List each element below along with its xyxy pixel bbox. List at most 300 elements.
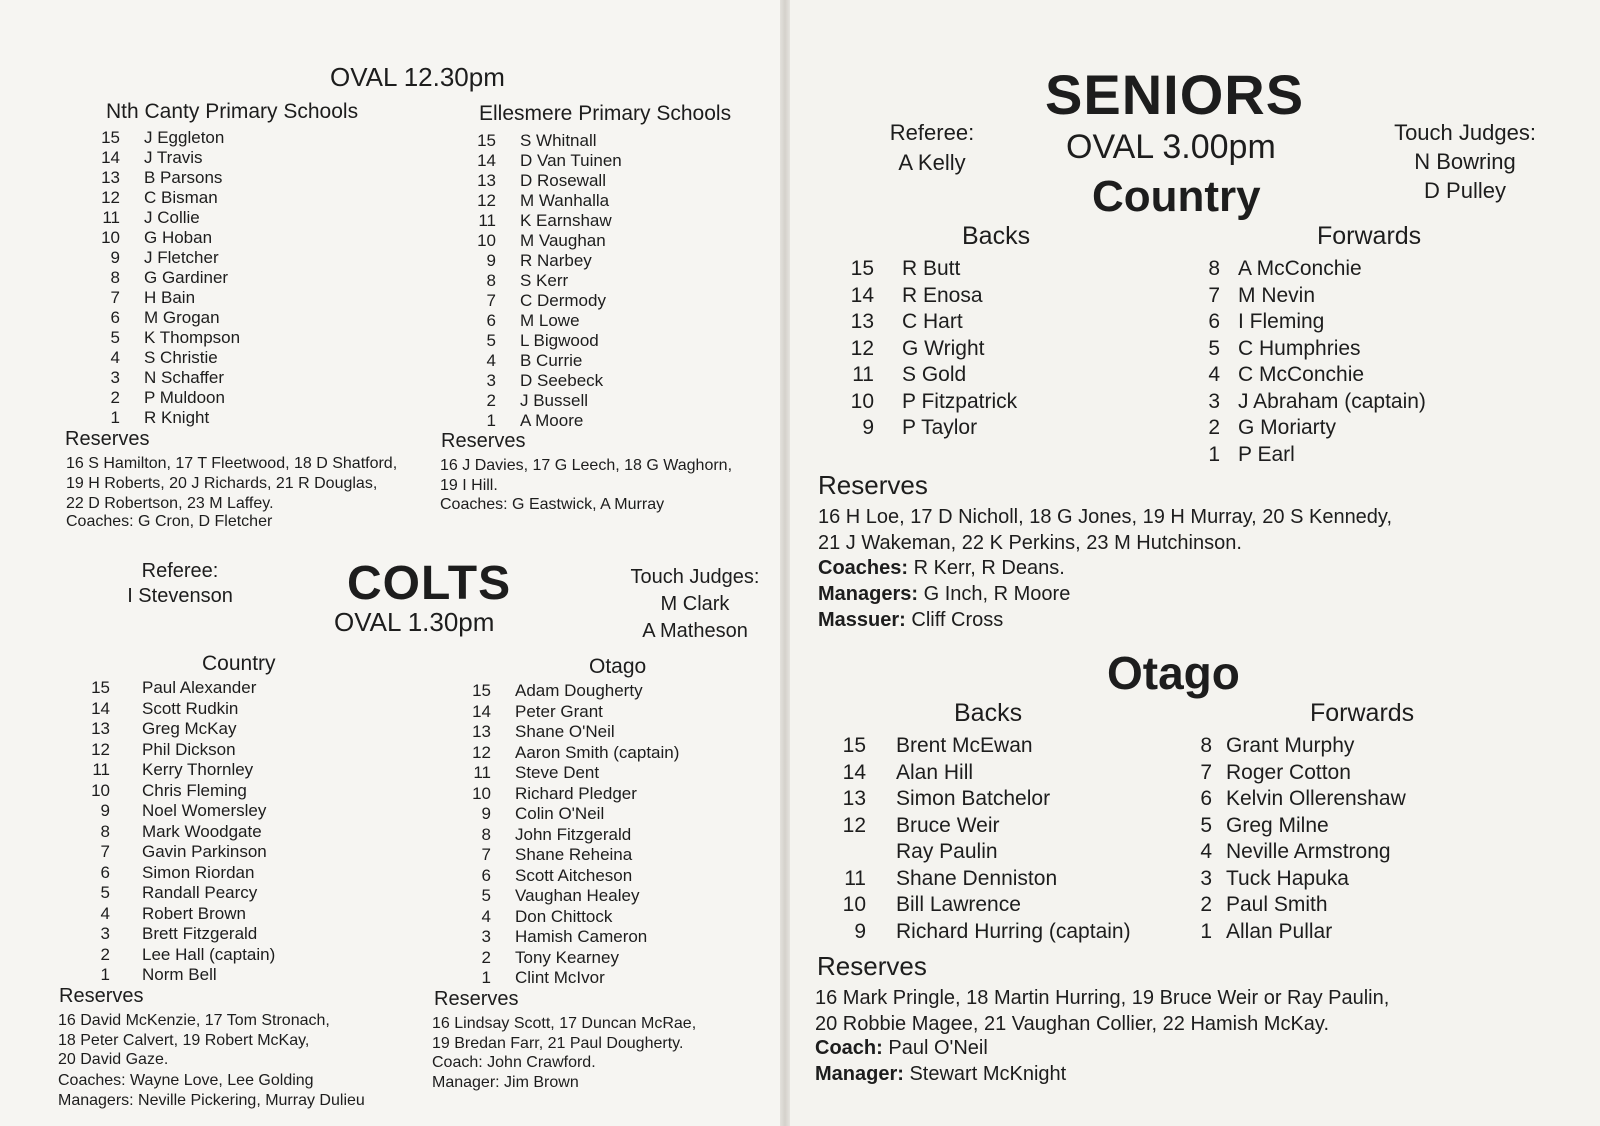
player-number: 5 — [1200, 813, 1212, 837]
player-row — [832, 919, 1131, 946]
player-row — [455, 845, 679, 866]
player-number: 8 — [1200, 734, 1212, 757]
player-name: Kelvin Ollerenshaw — [1226, 787, 1406, 810]
player-name: H Bain — [144, 288, 196, 307]
player-row — [1200, 442, 1426, 469]
touch-judge-2: A Matheson — [642, 620, 748, 642]
player-number: 3 — [1200, 866, 1212, 890]
player-row — [460, 391, 622, 411]
player-number: 2 — [486, 391, 496, 410]
player-row — [455, 907, 679, 928]
player-name: Clint McIvor — [515, 968, 605, 987]
colts-title: COLTS — [347, 557, 512, 610]
player-number: 11 — [473, 763, 491, 782]
player-name: D Van Tuinen — [520, 151, 622, 170]
player-name: Adam Dougherty — [515, 681, 643, 700]
referee-label: Referee: — [889, 120, 975, 145]
player-row — [840, 256, 1017, 283]
reserves-heading-seniors-country: Reserves — [818, 470, 928, 500]
otago-forwards-heading: Forwards — [1310, 699, 1415, 727]
player-number: 15 — [477, 131, 496, 150]
player-name: G Wright — [902, 336, 985, 360]
reserves-nth-canty — [66, 454, 397, 514]
player-row — [1194, 813, 1406, 840]
player-row — [84, 883, 275, 904]
player-name: Noel Womersley — [142, 801, 267, 820]
text-line: 20 Robbie Magee, 21 Vaughan Collier, 22 Hamish McKay. — [815, 1013, 1329, 1035]
player-name: Greg Milne — [1226, 813, 1329, 837]
player-row — [1194, 760, 1406, 787]
player-number: 12 — [472, 742, 491, 762]
reserves-heading-colts-otago: Reserves — [434, 988, 519, 1010]
player-name: Scott Rudkin — [142, 698, 239, 718]
player-row — [84, 904, 275, 925]
player-row — [455, 927, 679, 948]
player-row — [90, 228, 240, 248]
player-name: Alan Hill — [896, 760, 974, 784]
touch-judges-label: Touch Judges: — [630, 566, 760, 588]
player-number: 11 — [852, 363, 874, 386]
player-row — [460, 351, 622, 371]
player-row — [460, 371, 622, 391]
player-number: 12 — [91, 739, 110, 759]
player-number: 1 — [481, 968, 491, 987]
player-name: J Collie — [144, 208, 200, 227]
player-name: Vaughan Healey — [515, 886, 640, 905]
player-number: 6 — [1208, 310, 1220, 333]
player-name: D Seebeck — [520, 371, 604, 390]
player-row — [840, 389, 1017, 416]
coach-colts-otago — [432, 1054, 596, 1072]
player-name: Robert Brown — [142, 903, 246, 923]
coach-value: Paul O'Neil — [888, 1037, 988, 1059]
player-name: J Abraham (captain) — [1238, 389, 1426, 413]
seniors-title: SENIORS — [1045, 63, 1305, 126]
managers-label: Managers: — [818, 583, 919, 605]
player-row — [1194, 786, 1406, 813]
player-row — [1200, 309, 1426, 336]
player-number: 12 — [842, 813, 866, 837]
player-number: 1 — [110, 408, 120, 427]
player-row — [455, 825, 679, 846]
player-row — [84, 965, 275, 986]
player-name: G Moriarty — [1238, 416, 1337, 439]
player-row — [840, 309, 1017, 336]
player-row — [90, 208, 240, 228]
coaches-seniors-country — [818, 557, 1065, 580]
player-name: L Bigwood — [520, 331, 599, 350]
player-row — [84, 760, 275, 781]
player-row — [455, 722, 679, 743]
player-name: C Hart — [902, 310, 963, 333]
player-name: Randall Pearcy — [142, 883, 258, 902]
player-number: 10 — [101, 228, 120, 247]
player-row — [455, 948, 679, 969]
player-row — [1200, 362, 1426, 389]
player-row — [460, 411, 622, 431]
player-row — [840, 283, 1017, 310]
manager-label: Manager: — [815, 1063, 904, 1085]
player-name: J Fletcher — [144, 248, 219, 267]
player-row — [84, 801, 275, 822]
player-row — [832, 892, 1131, 919]
player-row — [455, 804, 679, 825]
player-number: 9 — [110, 248, 120, 267]
coaches-ellesmere — [440, 496, 664, 514]
text-line: 18 Peter Calvert, 19 Robert McKay, — [58, 1031, 310, 1049]
text-line: 16 David McKenzie, 17 Tom Stronach, — [58, 1012, 330, 1029]
player-name: B Currie — [520, 351, 583, 370]
masseur-seniors-country — [818, 609, 1003, 632]
player-name: G Hoban — [144, 228, 213, 247]
managers-colts-country — [58, 1092, 365, 1110]
player-number: 13 — [91, 719, 110, 738]
coaches-label: Coaches: — [66, 513, 134, 530]
player-number: 8 — [100, 821, 110, 841]
player-number: 14 — [101, 148, 120, 167]
player-name: Bruce Weir — [896, 813, 1000, 837]
managers-value: Neville Pickering, Murray Dulieu — [138, 1092, 365, 1109]
player-name: S Whitnall — [520, 131, 597, 150]
player-number: 7 — [100, 842, 110, 861]
player-name: R Narbey — [520, 251, 592, 270]
player-name: Shane Reheina — [515, 845, 633, 864]
player-name: Shane O'Neil — [515, 722, 615, 741]
player-row — [90, 188, 240, 208]
coach-label: Coach: — [432, 1054, 483, 1071]
page-fold — [780, 0, 790, 1126]
player-name: Phil Dickson — [142, 739, 236, 759]
player-row — [84, 822, 275, 843]
player-row — [460, 151, 622, 171]
player-number: 3 — [110, 368, 120, 387]
player-row — [455, 784, 679, 805]
player-name: M Wanhalla — [520, 191, 610, 210]
player-row — [832, 733, 1131, 760]
player-number: 8 — [481, 824, 491, 844]
player-name: Tony Kearney — [515, 947, 619, 967]
player-row — [1194, 866, 1406, 893]
player-row — [840, 336, 1017, 363]
player-name: Norm Bell — [142, 965, 217, 984]
player-row — [1200, 283, 1426, 310]
player-name: Ray Paulin — [896, 840, 998, 863]
coach-seniors-otago — [815, 1037, 988, 1060]
player-number: 7 — [481, 845, 491, 864]
coach-label: Coach: — [815, 1037, 883, 1059]
reserves-colts-country — [58, 1011, 330, 1070]
player-row — [460, 311, 622, 331]
reserves-ellesmere — [440, 456, 732, 496]
player-number: 12 — [477, 191, 496, 210]
coaches-nth-canty — [66, 513, 272, 531]
coaches-label: Coaches: — [818, 557, 909, 579]
player-row — [460, 251, 622, 271]
player-number: 13 — [101, 168, 120, 187]
manager-seniors-otago — [815, 1063, 1066, 1086]
player-number: 1 — [1208, 442, 1220, 466]
player-row — [832, 839, 1131, 866]
player-name: C Humphries — [1238, 336, 1361, 360]
player-row — [1200, 389, 1426, 416]
player-row — [90, 248, 240, 268]
seniors-referee-block — [872, 120, 992, 176]
team-title-nth-canty: Nth Canty Primary Schools — [106, 100, 359, 123]
player-number: 4 — [100, 903, 110, 923]
player-name: C McConchie — [1238, 363, 1365, 386]
seniors-country-title: Country — [1092, 172, 1261, 221]
player-name: B Parsons — [144, 168, 223, 187]
player-name: K Thompson — [144, 328, 241, 347]
player-name: M Vaughan — [520, 231, 606, 250]
player-number: 5 — [481, 886, 491, 905]
player-row — [84, 842, 275, 863]
player-name: Colin O'Neil — [515, 804, 605, 823]
roster-otago-forwards — [1194, 733, 1406, 945]
team-title-colts-otago: Otago — [589, 655, 647, 678]
reserves-heading-seniors-otago: Reserves — [817, 951, 927, 981]
touch-judge-2: D Pulley — [1424, 178, 1506, 203]
player-row — [84, 719, 275, 740]
player-row — [1194, 733, 1406, 760]
player-name: R Enosa — [902, 283, 983, 307]
player-row — [84, 781, 275, 802]
player-row — [840, 415, 1017, 442]
player-number — [832, 839, 866, 866]
player-number: 11 — [102, 208, 120, 227]
player-row — [90, 368, 240, 388]
referee-name: A Kelly — [898, 150, 966, 175]
referee-name: I Stevenson — [127, 585, 233, 607]
touch-judge-1: M Clark — [660, 593, 730, 615]
coaches-value: G Eastwick, A Murray — [512, 496, 665, 513]
touch-judges-label: Touch Judges: — [1394, 120, 1536, 145]
player-number: 10 — [91, 780, 110, 800]
referee-label: Referee: — [141, 560, 219, 582]
seniors-touch-judges — [1370, 120, 1560, 204]
player-name: Simon Batchelor — [896, 787, 1051, 810]
text-line: 19 I Hill. — [440, 477, 498, 494]
player-row — [832, 760, 1131, 787]
player-row — [460, 291, 622, 311]
player-row — [84, 863, 275, 884]
player-number: 1 — [1200, 919, 1212, 943]
player-name: M Grogan — [144, 308, 220, 327]
player-number: 11 — [478, 211, 496, 230]
player-name: J Travis — [144, 148, 203, 167]
player-row — [1194, 892, 1406, 919]
text-line: 16 Mark Pringle, 18 Martin Hurring, 19 Bruce Weir or Ray Paulin, — [815, 987, 1390, 1009]
player-number: 3 — [1208, 389, 1220, 413]
roster-otago-backs — [832, 733, 1131, 945]
player-name: A Moore — [520, 411, 584, 430]
text-line: 16 J Davies, 17 G Leech, 18 G Waghorn, — [440, 457, 733, 474]
player-number: 13 — [477, 171, 496, 190]
player-number: 14 — [91, 698, 110, 718]
player-name: Neville Armstrong — [1226, 840, 1391, 863]
player-number: 14 — [472, 701, 491, 721]
player-number: 13 — [472, 722, 491, 741]
player-name: I Fleming — [1238, 310, 1325, 333]
player-number: 13 — [842, 787, 866, 810]
primary-oval-heading: OVAL 12.30pm — [330, 62, 505, 92]
player-number: 15 — [91, 678, 110, 697]
player-row — [84, 945, 275, 966]
reserves-seniors-otago — [815, 985, 1389, 1037]
manager-label: Manager: — [432, 1074, 500, 1091]
player-name: Kerry Thornley — [142, 760, 254, 779]
masseur-label: Massuer: — [818, 609, 906, 631]
manager-value: Jim Brown — [504, 1074, 579, 1091]
player-name: Aaron Smith (captain) — [515, 742, 680, 762]
player-number: 15 — [472, 681, 491, 700]
player-row — [460, 131, 622, 151]
player-number: 10 — [842, 893, 866, 916]
player-number: 4 — [110, 348, 120, 367]
roster-country-forwards — [1200, 256, 1426, 468]
player-row — [840, 362, 1017, 389]
player-name: G Gardiner — [144, 268, 229, 287]
team-title-ellesmere: Ellesmere Primary Schools — [479, 102, 732, 125]
player-row — [455, 968, 679, 989]
text-line: 20 David Gaze. — [58, 1051, 169, 1068]
player-name: N Schaffer — [144, 368, 225, 387]
player-row — [460, 191, 622, 211]
player-number: 15 — [850, 257, 874, 280]
player-number: 12 — [101, 188, 120, 207]
player-row — [460, 211, 622, 231]
player-number: 8 — [110, 268, 120, 287]
player-row — [1200, 415, 1426, 442]
player-row — [460, 331, 622, 351]
player-number: 5 — [486, 331, 496, 350]
player-number: 1 — [100, 965, 110, 984]
player-name: R Butt — [902, 257, 961, 280]
coaches-label: Coaches: — [440, 496, 508, 513]
player-name: John Fitzgerald — [515, 824, 632, 844]
player-number: 7 — [110, 288, 120, 307]
player-name: Mark Woodgate — [142, 821, 262, 841]
player-row — [455, 743, 679, 764]
player-number: 13 — [850, 310, 874, 333]
player-name: Bill Lawrence — [896, 893, 1021, 916]
reserves-heading-colts-country: Reserves — [59, 985, 144, 1007]
player-row — [832, 786, 1131, 813]
player-number: 3 — [100, 924, 110, 943]
reserves-seniors-country — [818, 504, 1392, 556]
player-number: 4 — [1208, 363, 1220, 386]
roster-colts-otago — [455, 681, 679, 989]
player-name: M Lowe — [520, 311, 580, 330]
reserves-colts-otago — [432, 1014, 696, 1053]
player-number: 7 — [1200, 760, 1212, 784]
coaches-colts-country — [58, 1072, 314, 1090]
player-name: Gavin Parkinson — [142, 842, 267, 861]
player-row — [90, 408, 240, 428]
player-number: 3 — [481, 927, 491, 946]
coaches-label: Coaches: — [58, 1072, 126, 1089]
text-line: 21 J Wakeman, 22 K Perkins, 23 M Hutchinson. — [818, 532, 1242, 554]
roster-ellesmere — [460, 131, 622, 431]
player-row — [90, 348, 240, 368]
player-name: Lee Hall (captain) — [142, 944, 276, 964]
player-number: 14 — [477, 151, 496, 170]
masseur-value: Cliff Cross — [911, 609, 1004, 631]
player-name: J Bussell — [520, 391, 589, 410]
country-forwards-heading: Forwards — [1317, 222, 1422, 250]
player-number: 1 — [486, 411, 496, 430]
player-name: Brett Fitzgerald — [142, 924, 258, 943]
player-row — [455, 866, 679, 887]
player-number: 10 — [477, 231, 496, 250]
player-name: Steve Dent — [515, 763, 600, 782]
player-row — [1200, 256, 1426, 283]
player-row — [455, 702, 679, 723]
player-row — [1194, 839, 1406, 866]
text-line: 19 H Roberts, 20 J Richards, 21 R Douglas, — [66, 475, 378, 492]
colts-referee-block — [100, 560, 260, 608]
player-name: Scott Aitcheson — [515, 865, 633, 885]
player-number: 14 — [842, 760, 866, 784]
player-row — [84, 924, 275, 945]
player-number: 6 — [110, 308, 120, 327]
player-name: Paul Smith — [1226, 893, 1328, 916]
otago-backs-heading: Backs — [954, 699, 1023, 727]
player-row — [460, 231, 622, 251]
player-number: 5 — [110, 328, 120, 347]
text-line: 16 S Hamilton, 17 T Fleetwood, 18 D Shatford, — [66, 455, 398, 472]
player-name: Brent McEwan — [896, 734, 1033, 757]
player-row — [90, 268, 240, 288]
player-number: 14 — [850, 283, 874, 307]
player-number: 9 — [854, 919, 866, 943]
player-number: 2 — [1208, 416, 1220, 439]
player-row — [90, 308, 240, 328]
player-number: 2 — [1200, 893, 1212, 916]
colts-oval-heading: OVAL 1.30pm — [334, 607, 495, 637]
managers-seniors-country — [818, 583, 1070, 606]
player-name: J Eggleton — [144, 128, 225, 147]
coach-value: John Crawford. — [487, 1054, 596, 1071]
player-row — [455, 886, 679, 907]
country-backs-heading: Backs — [962, 222, 1031, 250]
team-title-colts-country: Country — [202, 652, 276, 675]
roster-nth-canty — [90, 128, 240, 428]
player-name: Allan Pullar — [1226, 919, 1333, 943]
player-number: 4 — [1200, 840, 1212, 863]
player-row — [90, 128, 240, 148]
player-number: 6 — [1200, 787, 1212, 810]
player-row — [1200, 336, 1426, 363]
player-number: 4 — [481, 906, 491, 926]
player-row — [460, 171, 622, 191]
player-name: Shane Denniston — [896, 866, 1058, 890]
player-name: P Muldoon — [144, 388, 225, 407]
player-number: 7 — [486, 291, 496, 310]
text-line: 19 Bredan Farr, 21 Paul Dougherty. — [432, 1034, 684, 1052]
player-name: D Rosewall — [520, 171, 606, 190]
player-number: 11 — [92, 760, 110, 779]
player-row — [1194, 919, 1406, 946]
player-name: Grant Murphy — [1226, 734, 1355, 757]
player-name: Simon Riordan — [142, 862, 255, 882]
player-number: 3 — [486, 371, 496, 390]
player-name: P Fitzpatrick — [902, 389, 1018, 413]
player-name: K Earnshaw — [520, 211, 612, 230]
reserves-heading-nth-canty: Reserves — [65, 428, 150, 450]
player-name: S Kerr — [520, 271, 569, 290]
player-number: 6 — [481, 865, 491, 885]
